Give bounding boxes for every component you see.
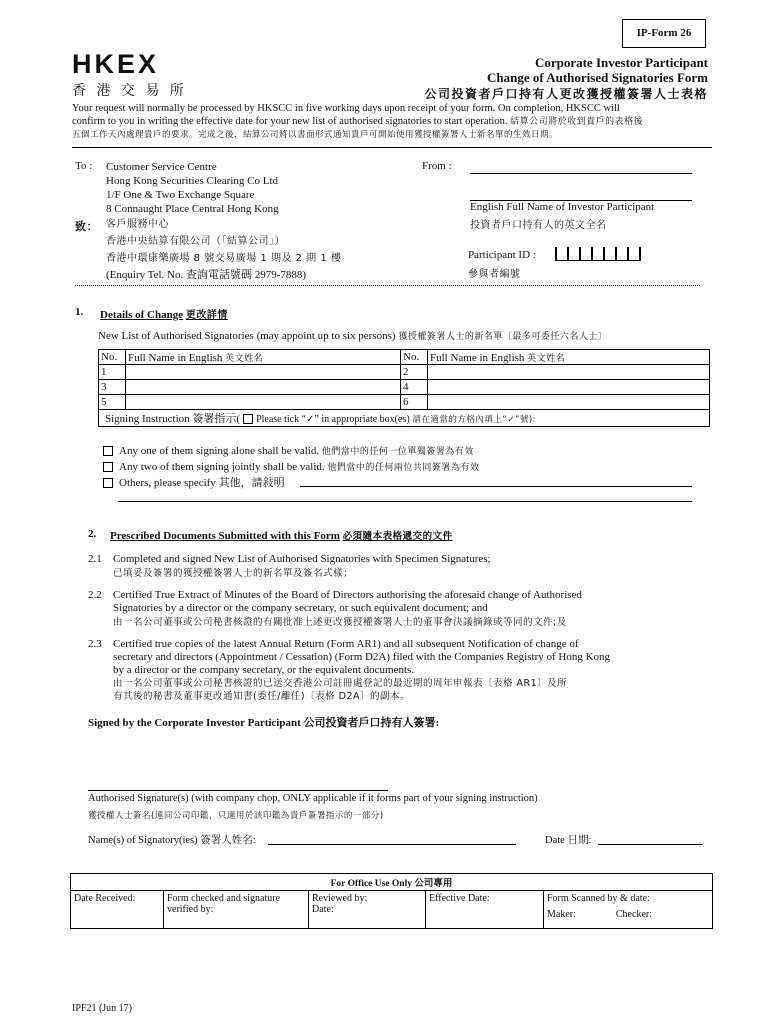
signing-options bbox=[103, 444, 479, 491]
effective-date-cell: Effective Date: bbox=[426, 891, 544, 929]
row-number: 6 bbox=[401, 395, 428, 410]
form-checked-cell: Form checked and signature verified by: bbox=[164, 891, 309, 929]
table-row bbox=[99, 395, 710, 410]
table-header-row bbox=[99, 350, 710, 365]
date-received-cell: Date Received: bbox=[71, 891, 164, 929]
to-line-4: 8 Connaught Place Central Hong Kong bbox=[106, 203, 279, 215]
reviewed-by-cell: Reviewed by: Date: bbox=[309, 891, 426, 929]
doc-item-2-1: 2.1 Completed and signed New List of Authorised Signatories with Specimen Signatures; 已填妥及簽署的獲授權簽署人士的新名單及簽名式樣； bbox=[88, 553, 491, 579]
signatory-names-field[interactable] bbox=[268, 844, 516, 845]
checkbox[interactable] bbox=[103, 462, 113, 472]
title-line-1: Corporate Investor Participant bbox=[534, 55, 708, 70]
name-input[interactable] bbox=[428, 395, 710, 410]
signature-field[interactable] bbox=[88, 790, 388, 791]
pid-box[interactable] bbox=[579, 247, 591, 261]
from-name-zh: 投資者戶口持有人的英文全名 bbox=[470, 220, 607, 231]
form-tag: IP-Form 26 bbox=[622, 19, 706, 48]
doc-item-2-2: 2.2 Certified True Extract of Minutes of the Board of Directors authorising the aforesaid change of Authorised Signatories by a director or the company secretary, or such equivalent document; and 由一名公司董事或公司秘書核證的有關批准上述更改獲授權簽署人士的董事會決議摘錄或等同的文件;及 bbox=[88, 589, 582, 628]
row-number: 2 bbox=[401, 365, 428, 380]
section-divider bbox=[75, 285, 700, 286]
option-any-one[interactable]: Any one of them signing alone shall be valid. 他們當中的任何一位單獨簽署為有效 bbox=[103, 444, 479, 460]
to-line-7: 香港中環康樂廣場 8 號交易廣場 1 期及 2 期 1 樓 bbox=[106, 253, 342, 264]
intro-line-1: Your request will normally be processed by HKSCC in five working days upon receipt of your form. On completion, HKSCC will bbox=[72, 103, 620, 114]
scanned-cell: Form Scanned by & date: Maker: Checker: bbox=[544, 891, 713, 929]
pid-box[interactable] bbox=[603, 247, 615, 261]
signatory-names-label: Name(s) of Signatory(ies) 簽署人姓名: bbox=[88, 835, 256, 846]
section1-number: 1. bbox=[75, 306, 84, 318]
from-label: From : bbox=[422, 160, 452, 172]
doc-item-2-3: 2.3 Certified true copies of the latest Annual Return (Form AR1) and all subsequent Notification of change of secretary and directors (Appointment / Cessation) (Form D2A) filed with the Companies Registry of Hong Kong by a director or the company secretary, or the equivalent documents. 由一名公司董事或公司秘書核證的已送交香港公司註冊處登記的最近期的周年申報表〔表格 AR1〕及所 有其後的秘書及董事更改通知書(委任/離任)〔表格 D2A〕的副本。 bbox=[88, 638, 611, 702]
footer-code: IPF21 (Jun 17) bbox=[72, 1003, 133, 1014]
from-name-en: English Full Name of Investor Participant bbox=[470, 201, 655, 213]
option-any-two[interactable]: Any two of them signing jointly shall be valid. 他們當中的任何兩位共同簽署為有效 bbox=[103, 460, 479, 476]
authorised-signature-label: Authorised Signature(s) (with company chop, ONLY applicable if it forms part of your signing instruction) bbox=[88, 793, 538, 804]
participant-id-boxes[interactable] bbox=[555, 247, 641, 261]
office-use-title: For Office Use Only 公司專用 bbox=[71, 874, 713, 891]
name-input[interactable] bbox=[428, 380, 710, 395]
signatories-table bbox=[98, 349, 710, 427]
hkex-logo: HKEX bbox=[72, 49, 160, 79]
participant-id-label: Participant ID : bbox=[468, 249, 536, 261]
to-line-1: Customer Service Centre bbox=[106, 161, 217, 173]
row-number: 1 bbox=[99, 365, 126, 380]
row-number: 4 bbox=[401, 380, 428, 395]
section1-subtitle: New List of Authorised Signatories (may appoint up to six persons) 獲授權簽署人士的新名單〔最多可委任六名人士〕 bbox=[98, 330, 608, 342]
hkex-logo-chinese: 香 港 交 易 所 bbox=[72, 83, 187, 99]
to-line-2: Hong Kong Securities Clearing Co Ltd bbox=[106, 175, 279, 187]
to-line-6: 香港中央結算有限公司（「結算公司」） bbox=[106, 236, 285, 247]
name-input[interactable] bbox=[428, 365, 710, 380]
date-label: Date 日期: bbox=[545, 835, 592, 846]
to-line-8: (Enquiry Tel. No. 查詢電話號碼 2979-7888) bbox=[106, 269, 307, 281]
pid-box[interactable] bbox=[555, 247, 567, 261]
table-row bbox=[99, 380, 710, 395]
to-address bbox=[106, 160, 341, 283]
checkbox-icon bbox=[243, 414, 253, 424]
name-input[interactable] bbox=[126, 365, 401, 380]
authorised-signature-zh: 獲授權人士簽名(連同公司印鑑，只適用於該印鑑為貴戶簽署指示的一部分) bbox=[88, 811, 384, 821]
pid-box[interactable] bbox=[567, 247, 579, 261]
office-use-table bbox=[70, 873, 713, 929]
signing-instruction-row bbox=[99, 410, 710, 427]
col-name-header: Full Name in English 英文姓名 bbox=[428, 350, 710, 365]
option-others[interactable]: Others, please specify 其他，請敍明 bbox=[103, 476, 479, 491]
name-input[interactable] bbox=[126, 395, 401, 410]
title-line-2: Change of Authorised Signatories Form bbox=[487, 70, 708, 85]
section2-title: Prescribed Documents Submitted with this Form 必須隨本表格遞交的文件 bbox=[110, 530, 453, 542]
from-name-field-1[interactable] bbox=[470, 173, 692, 174]
checkbox[interactable] bbox=[103, 446, 113, 456]
col-name-header: Full Name in English 英文姓名 bbox=[126, 350, 401, 365]
table-row bbox=[99, 365, 710, 380]
section2-number: 2. bbox=[88, 528, 97, 540]
intro-line-2: confirm to you in writing the effective date for your new list of authorised signatories to start operation. 結算公司將於收到貴戶的表格後 bbox=[72, 116, 644, 127]
checkbox[interactable] bbox=[103, 478, 113, 488]
intro-line-3: 五個工作天內處理貴戶的要求。完成之後，結算公司將以書面形式通知貴戶可開始使用獲授權簽署人士新名單的生效日期。 bbox=[72, 130, 559, 140]
col-no-header: No. bbox=[401, 350, 428, 365]
others-field-2[interactable] bbox=[118, 501, 692, 502]
to-label-zh: 致： bbox=[75, 220, 98, 233]
pid-box[interactable] bbox=[627, 247, 641, 261]
row-number: 5 bbox=[99, 395, 126, 410]
title-line-3: 公司投資者戶口持有人更改獲授權簽署人士表格 bbox=[424, 87, 708, 101]
name-input[interactable] bbox=[126, 380, 401, 395]
intro-text bbox=[72, 102, 712, 142]
signed-by-label: Signed by the Corporate Investor Participant 公司投資者戶口持有人簽署: bbox=[88, 717, 440, 729]
pid-box[interactable] bbox=[615, 247, 627, 261]
pid-box[interactable] bbox=[591, 247, 603, 261]
to-line-5: 客戶服務中心 bbox=[106, 219, 169, 230]
participant-id-zh: 參與者編號 bbox=[468, 269, 521, 280]
col-no-header: No. bbox=[99, 350, 126, 365]
date-field[interactable] bbox=[598, 844, 703, 845]
intro-divider bbox=[72, 147, 712, 148]
row-number: 3 bbox=[99, 380, 126, 395]
to-line-3: 1/F One & Two Exchange Square bbox=[106, 189, 255, 201]
to-label: To : bbox=[75, 160, 93, 172]
section1-title: Details of Change 更改詳情 bbox=[100, 309, 228, 321]
others-field-1[interactable] bbox=[300, 486, 692, 487]
signing-instruction: Signing Instruction 簽署指示( Please tick “✓” in appropriate box(es) 請在適當的方格內填上“✓”號): bbox=[99, 410, 710, 427]
